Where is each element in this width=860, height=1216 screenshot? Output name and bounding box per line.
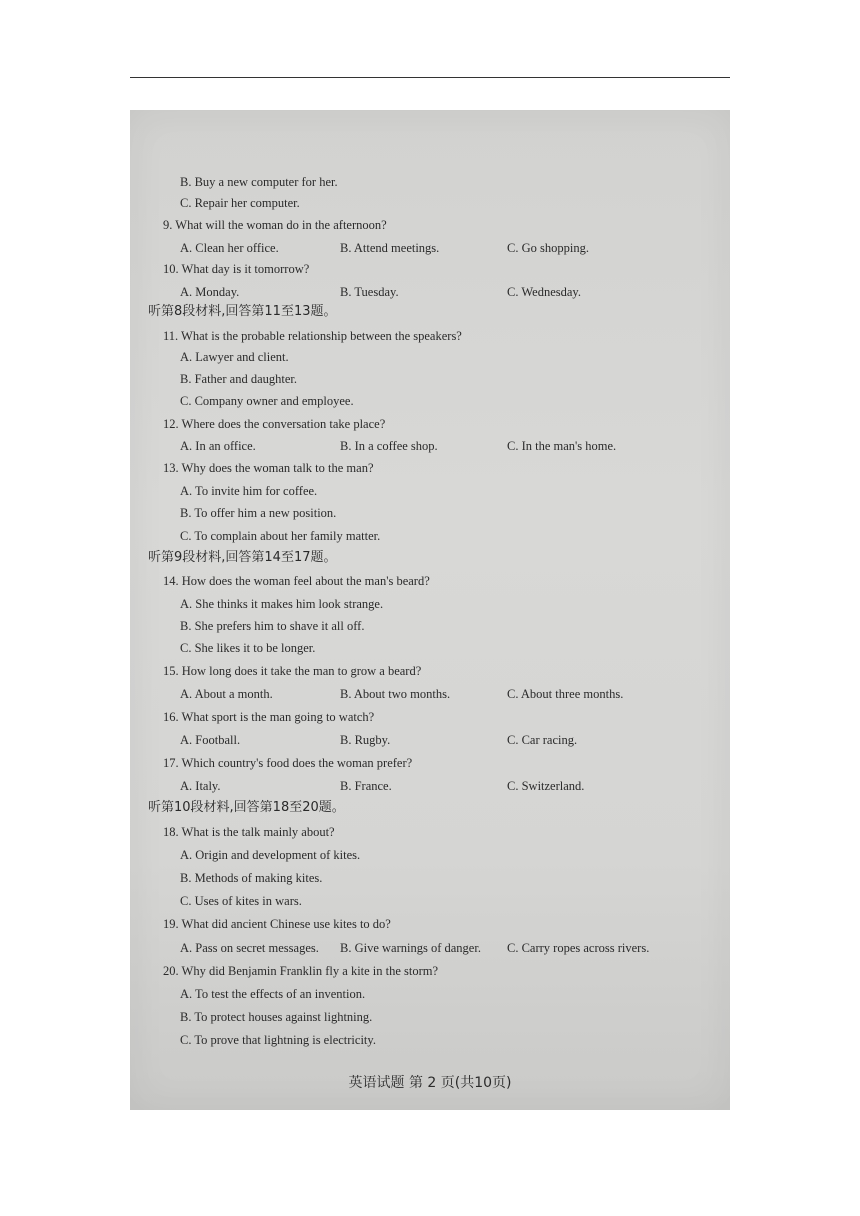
answer-option: C. Carry ropes across rivers. <box>507 941 650 955</box>
answer-option: A. Lawyer and client. <box>180 350 289 364</box>
answer-option: A. In an office. <box>180 439 256 453</box>
answer-option: B. She prefers him to shave it all off. <box>180 619 365 633</box>
question-stem: 16. What sport is the man going to watch? <box>163 710 375 724</box>
question-stem: 12. Where does the conversation take place? <box>163 417 386 431</box>
question-stem: 9. What will the woman do in the afternoon? <box>163 218 387 232</box>
answer-option: A. Pass on secret messages. <box>180 941 319 955</box>
answer-option: C. Company owner and employee. <box>180 394 354 408</box>
answer-option: C. About three months. <box>507 687 624 701</box>
answer-option: B. Tuesday. <box>340 285 399 299</box>
answer-option: C. Go shopping. <box>507 241 589 255</box>
answer-option: B. To protect houses against lightning. <box>180 1010 373 1024</box>
answer-option: A. She thinks it makes him look strange. <box>180 597 384 611</box>
answer-option: A. Monday. <box>180 285 240 299</box>
section-heading: 听第10段材料,回答第18至20题。 <box>148 800 345 815</box>
answer-option: B. Methods of making kites. <box>180 871 323 885</box>
answer-option: B. Father and daughter. <box>180 372 297 386</box>
answer-option: B. In a coffee shop. <box>340 439 438 453</box>
question-stem: 20. Why did Benjamin Franklin fly a kite in the storm? <box>163 964 439 978</box>
answer-option: C. Repair her computer. <box>180 196 300 210</box>
answer-option: C. Car racing. <box>507 733 578 747</box>
answer-option: A. To invite him for coffee. <box>180 484 318 498</box>
answer-option: A. About a month. <box>180 687 273 701</box>
answer-option: A. Clean her office. <box>180 241 279 255</box>
answer-option: C. Wednesday. <box>507 285 581 299</box>
question-stem: 10. What day is it tomorrow? <box>163 262 310 276</box>
answer-option: C. Switzerland. <box>507 779 585 793</box>
answer-option: A. Origin and development of kites. <box>180 848 361 862</box>
answer-option: A. To test the effects of an invention. <box>180 987 366 1001</box>
answer-option: B. To offer him a new position. <box>180 506 337 520</box>
question-stem: 15. How long does it take the man to grow a beard? <box>163 664 422 678</box>
answer-option: A. Football. <box>180 733 241 747</box>
answer-option: C. To complain about her family matter. <box>180 529 381 543</box>
answer-option: B. France. <box>340 779 392 793</box>
top-rule <box>130 77 730 78</box>
answer-option: B. Attend meetings. <box>340 241 440 255</box>
answer-option: B. About two months. <box>340 687 451 701</box>
answer-option: A. Italy. <box>180 779 221 793</box>
answer-option: C. To prove that lightning is electricity. <box>180 1033 376 1047</box>
answer-option: C. In the man's home. <box>507 439 617 453</box>
exam-page-photo <box>130 110 730 1110</box>
question-stem: 11. What is the probable relationship between the speakers? <box>163 329 462 343</box>
answer-option: B. Buy a new computer for her. <box>180 175 338 189</box>
section-heading: 听第9段材料,回答第14至17题。 <box>148 550 337 565</box>
question-stem: 17. Which country's food does the woman prefer? <box>163 756 413 770</box>
answer-option: C. Uses of kites in wars. <box>180 894 302 908</box>
section-heading: 听第8段材料,回答第11至13题。 <box>148 304 337 319</box>
question-stem: 13. Why does the woman talk to the man? <box>163 461 374 475</box>
answer-option: B. Rugby. <box>340 733 391 747</box>
page-footer: 英语试题 第 2 页(共10页) <box>348 1075 512 1091</box>
question-stem: 18. What is the talk mainly about? <box>163 825 335 839</box>
question-stem: 14. How does the woman feel about the man's beard? <box>163 574 430 588</box>
answer-option: C. She likes it to be longer. <box>180 641 316 655</box>
question-stem: 19. What did ancient Chinese use kites to do? <box>163 917 391 931</box>
answer-option: B. Give warnings of danger. <box>340 941 481 955</box>
